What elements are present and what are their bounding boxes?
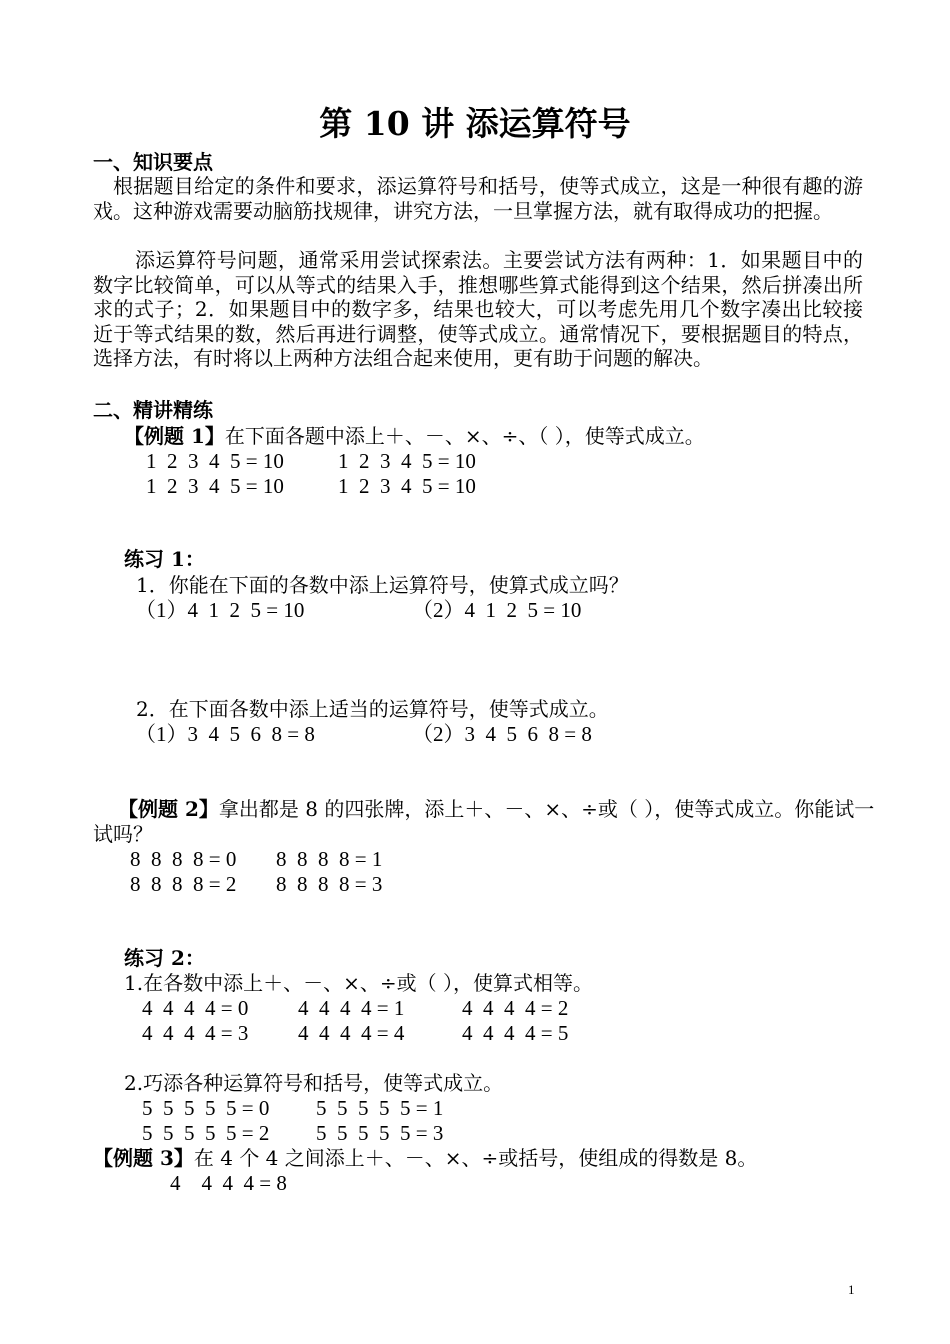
- equation: 5 5 5 5 5 = 2: [142, 1121, 270, 1145]
- equation: 8 8 8 8 = 1: [276, 847, 383, 871]
- page-number: 1: [848, 1282, 855, 1297]
- equation: 5 5 5 5 5 = 1: [316, 1096, 444, 1120]
- equation: （1）3 4 5 6 8 = 8: [135, 722, 315, 746]
- section-heading-practice: 二、精讲精练: [93, 398, 213, 422]
- equation: 4 4 4 4 = 2: [462, 996, 569, 1020]
- equation: 4 4 4 4 = 0: [142, 996, 249, 1020]
- equation: 5 5 5 5 5 = 3: [316, 1121, 444, 1145]
- equation: 8 8 8 8 = 3: [276, 872, 383, 896]
- equation: （2）4 1 2 5 = 10: [412, 598, 582, 622]
- practice1-question2: 2．在下面各数中添上适当的运算符号，使等式成立。: [136, 697, 609, 721]
- example2-text-cont: 试吗？: [93, 822, 153, 846]
- method-paragraph: 添运算符号问题，通常采用尝试探索法。主要尝试方法有两种：1．如果题目中的数字比较简单，可以从等式的结果入手，推想哪些算式能得到这个结果，然后拼凑出所求的式子；2．如果题目中的数字多，结果也较大，可以考虑先用几个数字凑出比较接近于等式结果的数，然后再进行调整，使等式成立。通常情况下，要根据题目的特点，选择方法，有时将以上两种方法组合起来使用，更有助于问题的解决。: [93, 248, 863, 370]
- equation: 1 2 3 4 5 = 10: [338, 474, 476, 498]
- example2-text: 拿出都是 8 的四张牌，添上＋、－、×、÷或（ ），使等式成立。你能试一: [218, 797, 875, 821]
- equation: 4 4 4 4 = 5: [462, 1021, 569, 1045]
- equation: 8 8 8 8 = 0: [130, 847, 237, 871]
- equation: 1 2 3 4 5 = 10: [146, 449, 284, 473]
- example2-line: [118, 797, 874, 821]
- equation: 4 4 4 4 = 1: [298, 996, 405, 1020]
- equation: （2）3 4 5 6 8 = 8: [412, 722, 592, 746]
- practice2-question2: 2.巧添各种运算符号和括号，使等式成立。: [124, 1071, 504, 1095]
- equation: 4 4 4 4 = 8: [170, 1171, 287, 1195]
- equation: 8 8 8 8 = 2: [130, 872, 237, 896]
- example3-label: 【例题 3】: [93, 1146, 194, 1170]
- intro-paragraph: 根据题目给定的条件和要求，添运算符号和括号，使等式成立，这是一种很有趣的游戏。这种游戏需要动脑筋找规律，讲究方法，一旦掌握方法，就有取得成功的把握。: [93, 174, 863, 223]
- equation: （1）4 1 2 5 = 10: [135, 598, 305, 622]
- example3-text: 在 4 个 4 之间添上＋、－、×、÷或括号，使组成的得数是 8。: [193, 1146, 758, 1170]
- example3-line: [93, 1146, 757, 1170]
- example2-label: 【例题 2】: [118, 797, 219, 821]
- example1-line: [124, 424, 705, 448]
- example1-label: 【例题 1】: [124, 424, 225, 448]
- equation: 1 2 3 4 5 = 10: [146, 474, 284, 498]
- page-title: 第 10 讲 添运算符号: [319, 104, 631, 143]
- equation: 4 4 4 4 = 4: [298, 1021, 405, 1045]
- equation: 5 5 5 5 5 = 0: [142, 1096, 270, 1120]
- equation: 1 2 3 4 5 = 10: [338, 449, 476, 473]
- practice2-question1: 1.在各数中添上＋、－、×、÷或（ ），使算式相等。: [124, 971, 593, 995]
- equation: 4 4 4 4 = 3: [142, 1021, 249, 1045]
- section-heading-knowledge: 一、知识要点: [93, 150, 213, 174]
- example1-text: 在下面各题中添上＋、－、×、÷、（ ），使等式成立。: [224, 424, 705, 448]
- practice1-label: 练习 1：: [124, 547, 205, 571]
- practice1-question1: 1．你能在下面的各数中添上运算符号，使算式成立吗？: [136, 573, 629, 597]
- practice2-label: 练习 2：: [124, 946, 205, 970]
